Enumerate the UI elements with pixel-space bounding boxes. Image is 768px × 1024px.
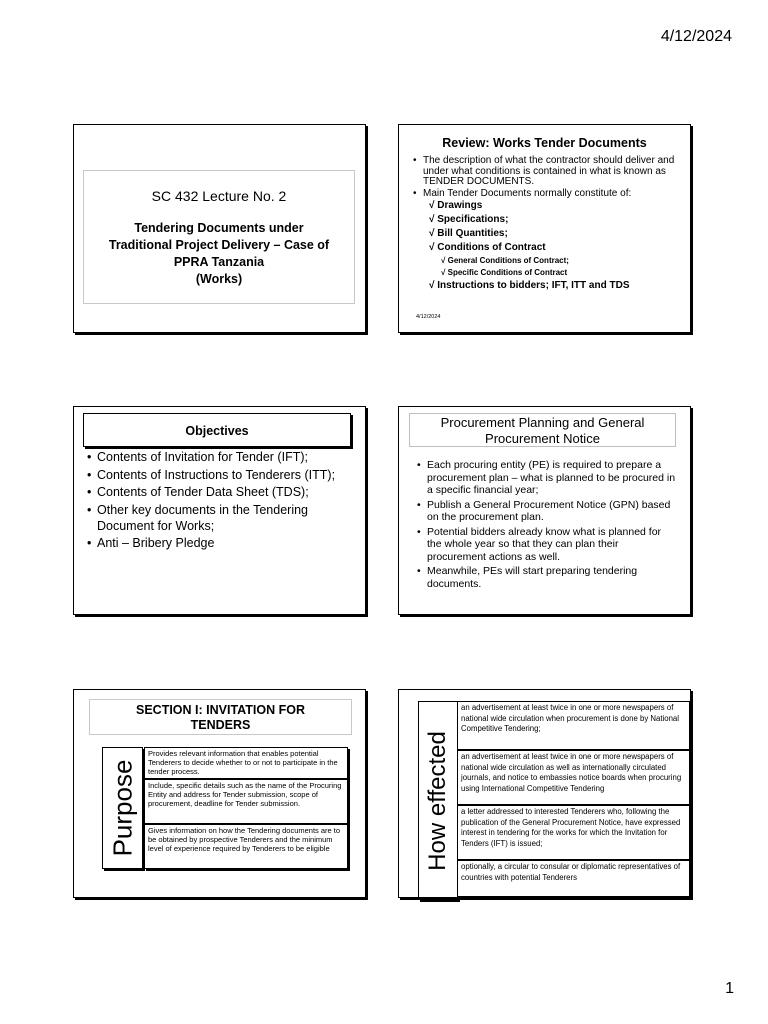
purpose-cell: Include, specific details such as the name of the Procuring Entity and address for Tender submission, scope of procurement, deadline for Tender submission. <box>144 779 348 824</box>
method-cell: an advertisement at least twice in one or more newspapers of national wide circulation as well as internationally circulated journals, and notice to embassies notice boards when procuring using International Competitive Tendering <box>457 750 690 805</box>
purpose-cell: Provides relevant information that enables potential Tenderers to decide whether to or not to participate in the tender process. <box>144 747 348 779</box>
heading-line: SECTION I: INVITATION FOR <box>136 703 305 717</box>
slide-heading <box>409 413 676 447</box>
bullet-item: • Potential bidders already know what is planned for the whole year so that they can plan their procurement actions as well. <box>427 526 677 564</box>
bullet-item: • Anti – Bribery Pledge <box>97 535 359 551</box>
heading-line: TENDERS <box>190 718 251 732</box>
subtitle-line: (Works) <box>195 272 243 286</box>
bullet-list <box>97 449 359 553</box>
check-subitem: √ General Conditions of Contract; <box>441 256 569 265</box>
bullet-list <box>423 156 685 293</box>
bullet-list <box>427 459 677 592</box>
method-cell: a letter addressed to interested Tenderers who, following the publication of the General Procurement Notice, have expressed interest in tendering for the works for which the Invitation for Tenders (IFT) is issued; <box>457 805 690 860</box>
check-item: √ Drawings <box>429 200 483 211</box>
bullet-item: • Contents of Tender Data Sheet (TDS); <box>97 484 359 500</box>
bullet-item: • Meanwhile, PEs will start preparing tendering documents. <box>427 565 677 590</box>
method-cell: an advertisement at least twice in one or more newspapers of national wide circulation when procurement is done by National Competitive Tendering; <box>457 701 690 750</box>
bullet-item: • Each procuring entity (PE) is required to prepare a procurement plan – what is planned to be procured in a specific financial year; <box>427 459 677 497</box>
subtitle-line: Tendering Documents under <box>134 221 304 235</box>
bullet-item <box>423 189 685 294</box>
purpose-cell: Gives information on how the Tendering documents are to be obtained by prospective Tenderers and the minimum level of experience required by Tenderers to be eligible <box>144 824 348 869</box>
heading-line: Procurement Planning and General <box>440 415 645 430</box>
bullet-item: • Contents of Invitation for Tender (IFT); <box>97 449 359 465</box>
check-subitem: √ Specific Conditions of Contract <box>441 268 568 277</box>
slide-review <box>398 124 691 333</box>
method-cell: optionally, a circular to consular or diplomatic representatives of countries with potential Tenderers <box>457 860 690 897</box>
bullet-item: • Publish a General Procurement Notice (GPN) based on the procurement plan. <box>427 499 677 524</box>
slide-heading <box>89 699 352 735</box>
slide-section-invitation <box>73 689 366 898</box>
bullet-item: • Other key documents in the Tendering Document for Works; <box>97 502 359 534</box>
bullet-item: • The description of what the contractor should deliver and under what conditions is contained in what is known as TENDER DOCUMENTS. <box>423 156 685 188</box>
how-effected-label-box <box>418 701 458 900</box>
purpose-label: Purpose <box>107 759 137 857</box>
title-box <box>83 170 355 304</box>
slide-heading: Review: Works Tender Documents <box>442 136 647 150</box>
bullet-item: • Contents of Instructions to Tenderers (ITT); <box>97 467 359 483</box>
slide-title <box>73 124 366 333</box>
check-item: √ Bill Quantities; <box>429 228 508 239</box>
purpose-label-box <box>102 747 143 869</box>
slide-procurement-planning <box>398 406 691 615</box>
slide-how-effected <box>398 689 691 898</box>
slide-footer-date: 4/12/2024 <box>416 314 441 320</box>
check-item: √ Conditions of Contract <box>429 242 546 253</box>
lecture-subtitle <box>84 220 354 288</box>
subtitle-line: Traditional Project Delivery – Case of <box>108 238 330 252</box>
check-item: √ Specifications; <box>429 214 509 225</box>
header-date: 4/12/2024 <box>660 28 732 45</box>
how-effected-label: How effected <box>424 730 451 871</box>
check-item: √ Instructions to bidders; IFT, ITT and TDS <box>429 280 630 291</box>
heading-line: Procurement Notice <box>485 431 600 446</box>
slide-objectives <box>73 406 366 615</box>
bullet-text: • Main Tender Documents normally constitute of: <box>423 187 632 199</box>
page-number: 1 <box>725 980 734 997</box>
lecture-title: SC 432 Lecture No. 2 <box>151 188 287 204</box>
subtitle-line: PPRA Tanzania <box>173 255 265 269</box>
slide-heading: Objectives <box>83 413 351 447</box>
